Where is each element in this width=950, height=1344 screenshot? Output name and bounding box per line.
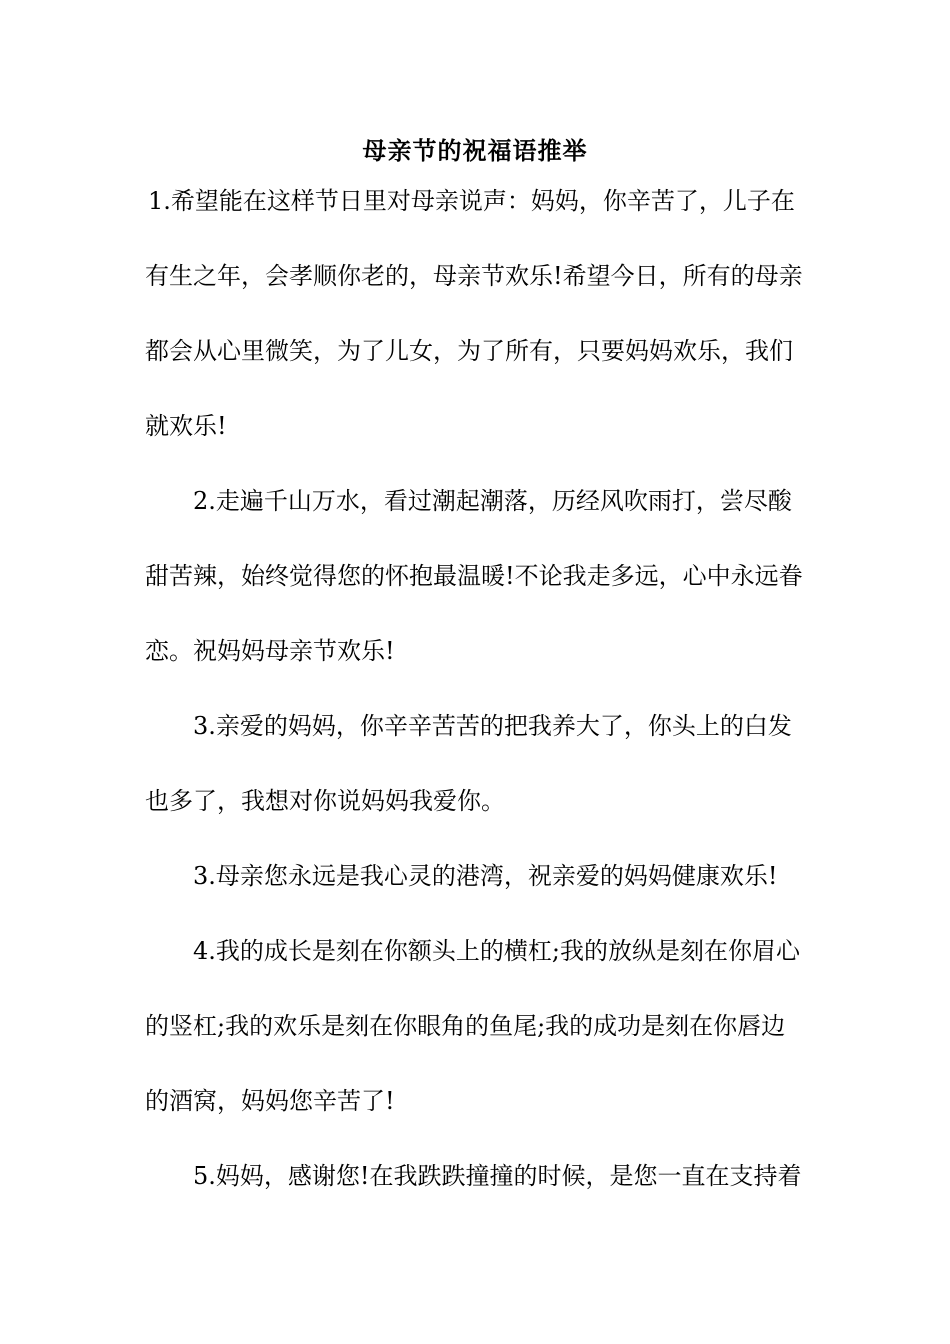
paragraph-3-line-2: 也多了，我想对你说妈妈我爱你。 — [145, 787, 505, 815]
document-title: 母亲节的祝福语推举 — [362, 136, 588, 165]
paragraph-2-line-1: 2.走遍千山万水，看过潮起潮落，历经风吹雨打，尝尽酸 — [193, 487, 792, 515]
paragraph-4-line-1: 3.母亲您永远是我心灵的港湾，祝亲爱的妈妈健康欢乐! — [193, 862, 778, 890]
paragraph-3-line-1: 3.亲爱的妈妈，你辛辛苦苦的把我养大了，你头上的白发 — [193, 712, 792, 740]
paragraph-2-line-3: 恋。祝妈妈母亲节欢乐! — [145, 637, 395, 665]
paragraph-5-line-1: 4.我的成长是刻在你额头上的横杠;我的放纵是刻在你眉心 — [193, 937, 800, 965]
paragraph-5-line-2: 的竖杠;我的欢乐是刻在你眼角的鱼尾;我的成功是刻在你唇边 — [145, 1012, 786, 1040]
paragraph-5-line-3: 的酒窝，妈妈您辛苦了! — [145, 1087, 395, 1115]
paragraph-6-line-1: 5.妈妈，感谢您!在我跌跌撞撞的时候，是您一直在支持着 — [193, 1162, 802, 1190]
paragraph-2-line-2: 甜苦辣，始终觉得您的怀抱最温暖!不论我走多远，心中永远眷 — [145, 562, 803, 590]
paragraph-1-line-4: 就欢乐! — [145, 412, 227, 440]
paragraph-1-line-1: 1.希望能在这样节日里对母亲说声：妈妈，你辛苦了，儿子在 — [148, 187, 795, 215]
paragraph-1-line-3: 都会从心里微笑，为了儿女，为了所有，只要妈妈欢乐，我们 — [145, 337, 793, 365]
paragraph-1-line-2: 有生之年，会孝顺你老的，母亲节欢乐!希望今日，所有的母亲 — [145, 262, 803, 290]
